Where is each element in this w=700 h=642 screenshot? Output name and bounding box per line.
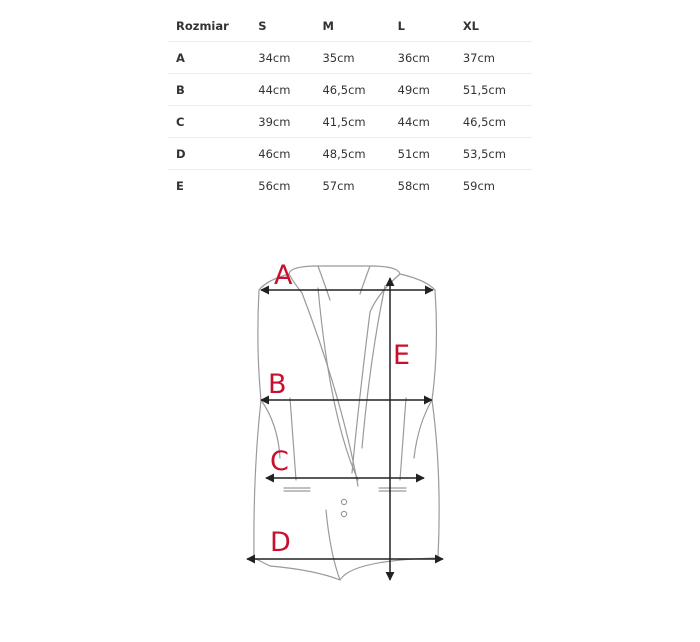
row-label: D [168, 138, 250, 170]
vest-measurement-diagram [230, 248, 470, 592]
row-label: E [176, 178, 184, 193]
table-cell: 46cm [250, 138, 314, 170]
measurement-labels [268, 260, 410, 558]
label-c: C [270, 446, 289, 477]
table-cell: 57cm [322, 178, 355, 193]
table-cell: 58cm [397, 178, 430, 193]
table-cell: 46,5cm [455, 106, 532, 138]
table-row [168, 42, 532, 74]
label-b: B [268, 369, 287, 400]
row-label: B [168, 74, 250, 106]
table-row [168, 106, 532, 138]
header-size: Rozmiar [168, 10, 250, 42]
table-cell: 34cm [250, 42, 314, 74]
header-l: L [390, 10, 455, 42]
size-chart-table [168, 10, 532, 201]
table-cell: 48,5cm [314, 138, 389, 170]
table-cell: 36cm [390, 42, 455, 74]
header-xl: XL [455, 10, 532, 42]
table-cell: 41,5cm [314, 106, 389, 138]
table-cell: 53,5cm [455, 138, 532, 170]
table-row [168, 138, 532, 170]
header-s: S [250, 10, 314, 42]
table-cell: 59cm [462, 178, 495, 193]
table-cell: 46,5cm [314, 74, 389, 106]
label-a: A [274, 260, 293, 291]
table-cell: 56cm [258, 178, 291, 193]
table-header-row [168, 10, 532, 42]
table-cell: 51,5cm [455, 74, 532, 106]
table-cell: 35cm [314, 42, 389, 74]
table-cell: 39cm [250, 106, 314, 138]
table-row [168, 74, 532, 106]
table-row [168, 170, 532, 202]
table-cell: 49cm [390, 74, 455, 106]
table-cell: 44cm [390, 106, 455, 138]
table-cell: 37cm [455, 42, 532, 74]
row-label: A [168, 42, 250, 74]
label-d: D [270, 527, 291, 558]
label-e: E [393, 340, 411, 371]
table-cell: 44cm [250, 74, 314, 106]
table-cell: 51cm [390, 138, 455, 170]
row-label: C [168, 106, 250, 138]
header-m: M [314, 10, 389, 42]
